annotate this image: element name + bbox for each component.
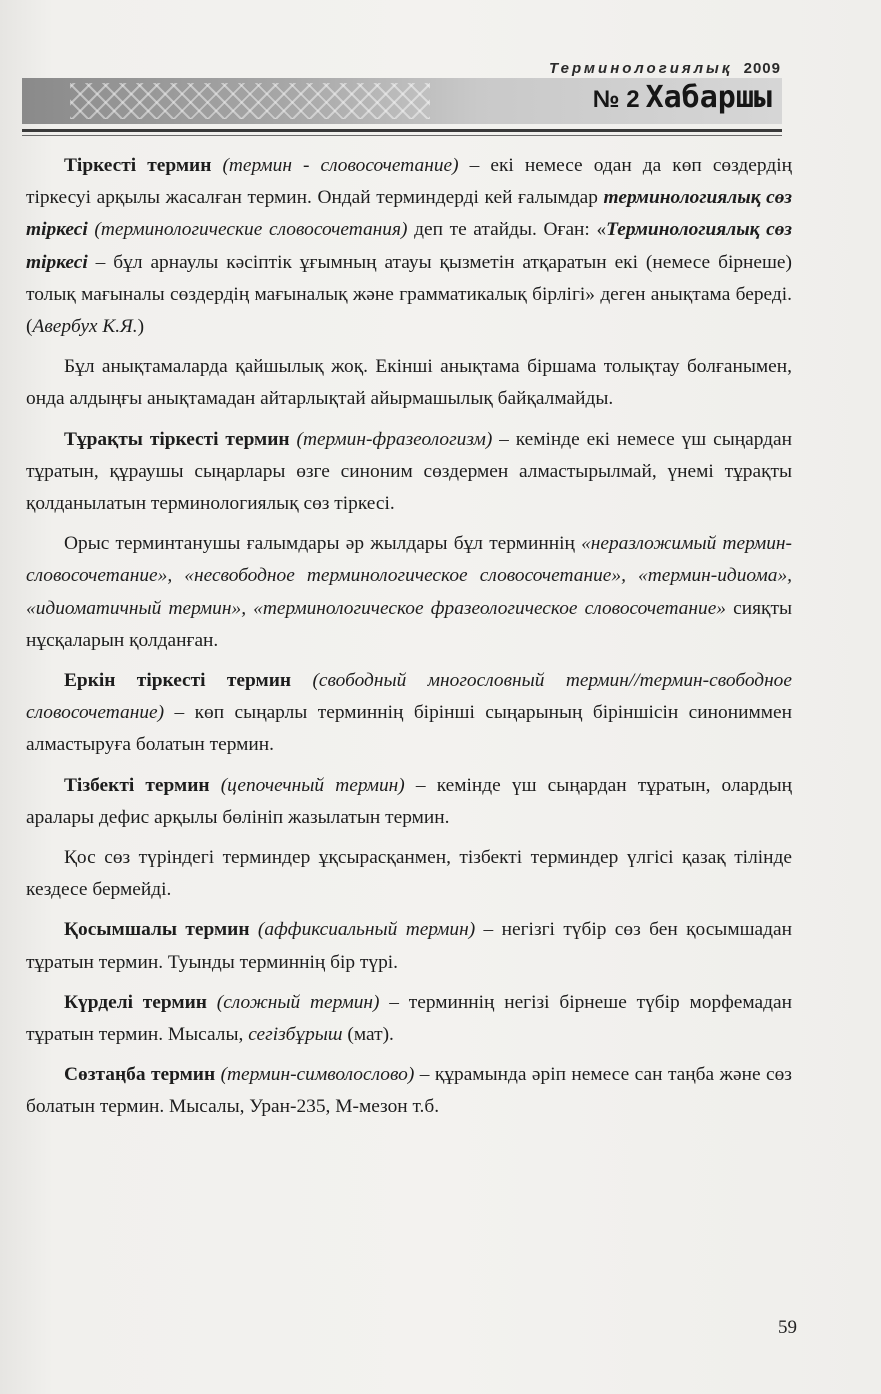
- paragraph-erkin-termin: [26, 665, 792, 762]
- paragraph-text: (мат).: [342, 1024, 394, 1046]
- journal-name-line: [549, 60, 781, 77]
- paragraph-qosymshaly-termin: [26, 914, 792, 978]
- paragraph-text: – негізгі түбір сөз бен қосымшадан тұратын термин. Туынды терминнің бір түрі.: [26, 919, 792, 973]
- emphasis-term: Терминологиялық сөз тіркесі: [26, 219, 792, 273]
- journal-year: 2009: [743, 60, 781, 77]
- paragraph-kurdeli-termin: [26, 987, 792, 1051]
- emphasis-term: терминологиялық сөз тіркесі: [26, 187, 792, 241]
- issue-title: [593, 80, 772, 115]
- journal-name: Терминологиялық: [549, 60, 733, 77]
- paragraph-russian-variants: [26, 528, 792, 657]
- citation-author: Авербух К.Я.: [32, 316, 138, 338]
- term-heading: Тұрақты тіркесті термин: [64, 428, 290, 450]
- paragraph-text: – бұл арнаулы кәсіптік ұғымның атауы қызметін атқаратын екі (немесе бірнеше) толық мағыналы сөздердің мағыналық және грамматикалық бірлігі» деген анықтама береді. (: [26, 251, 792, 338]
- paragraph-text: Орыс терминтанушы ғалымдары әр жылдары бұл терминнің: [64, 533, 582, 555]
- term-gloss: (термин-фразеологизм): [296, 428, 493, 450]
- paragraph-text: деп те атайды. Оған: «: [407, 219, 607, 241]
- article-body: [26, 150, 792, 1126]
- example-word: сегізбұрыш: [248, 1024, 343, 1046]
- term-gloss: (свободный многословный термин//термин-свободное словосочетание): [26, 670, 792, 724]
- paragraph-text: – кемінде екі немесе үш сыңардан тұратын, құраушы сыңарлары өзге синоним сөздермен алмастырылмай, үнемі тұрақты қолданылатын терминологиялық сөз тіркесі.: [26, 428, 792, 515]
- paragraph-text: – екі немесе одан да көп сөздердің тіркесуі арқылы жасалған термин. Ондай терминдерді кей ғалымдар: [26, 155, 792, 209]
- paragraph-soztanba-termin: [26, 1059, 792, 1123]
- term-heading: Қосымшалы термин: [64, 919, 250, 941]
- emphasis-gloss: (терминологические словосочетания): [87, 219, 408, 241]
- paragraph-tizbekti-termin: [26, 770, 792, 834]
- term-heading: Тіркесті термин: [64, 155, 212, 176]
- header-rule-thin: [22, 135, 782, 136]
- term-gloss: (цепочечный термин): [220, 774, 405, 796]
- page-number: 59: [778, 1317, 797, 1338]
- term-heading: Күрделі термин: [64, 991, 207, 1013]
- paragraph-tirkesti-termin: [26, 150, 792, 343]
- paragraph-text: – құрамында әріп немесе сан таңба және сөз болатын термин. Мысалы, Уран-235, М-мезон т.б.: [26, 1064, 792, 1118]
- term-gloss: (сложный термин): [216, 991, 380, 1013]
- variants-list: «неразложимый термин-словосочетание», «несвободное терминологическое словосочетание», «термин-идиома», «идиоматичный термин», «терминологическое фразеологическое словосочетание»: [26, 533, 792, 619]
- paragraph-text: сияқты нұсқаларын қолданған.: [26, 597, 792, 651]
- issue-number: № 2: [592, 86, 640, 113]
- paragraph-qos-soz: Қос сөз түріндегі терминдер ұқсырасқанмен, тізбекті терминдер үлгісі қазақ тілінде кездесе бермейді.: [26, 847, 792, 901]
- term-gloss: (термин-символослово): [220, 1064, 415, 1086]
- paragraph-text: – терминнің негізі бірнеше түбір морфемадан тұратын термин. Мысалы,: [26, 991, 792, 1046]
- term-heading: Сөзтаңба термин: [64, 1064, 216, 1086]
- journal-title: Хабаршы: [645, 80, 772, 115]
- paragraph-text: – көп сыңарлы терминнің бірінші сыңарының біріншісін синониммен алмастыруға болатын термин.: [26, 702, 792, 756]
- paragraph-text: ): [137, 316, 145, 338]
- paragraph-turakty-termin: [26, 424, 792, 521]
- ornament-pattern-icon: [70, 83, 430, 119]
- term-heading: Тізбекті термин: [64, 774, 210, 796]
- header-banner: [22, 78, 782, 124]
- paragraph-commentary: Бұл анықтамаларда қайшылық жоқ. Екінші анықтама біршама толықтау болғанымен, онда алдыңғы анықтамадан айтарлықтай айырмашылық байқалмайды.: [26, 356, 792, 410]
- term-gloss: (аффиксиальный термин): [257, 919, 476, 941]
- term-heading: Еркін тіркесті термин: [64, 670, 292, 692]
- term-gloss: (термин - словосочетание): [222, 155, 459, 176]
- paragraph-text: – кемінде үш сыңардан тұратын, олардың аралары дефис арқылы бөлініп жазылатын термин.: [26, 774, 792, 828]
- header-rule: [22, 129, 782, 132]
